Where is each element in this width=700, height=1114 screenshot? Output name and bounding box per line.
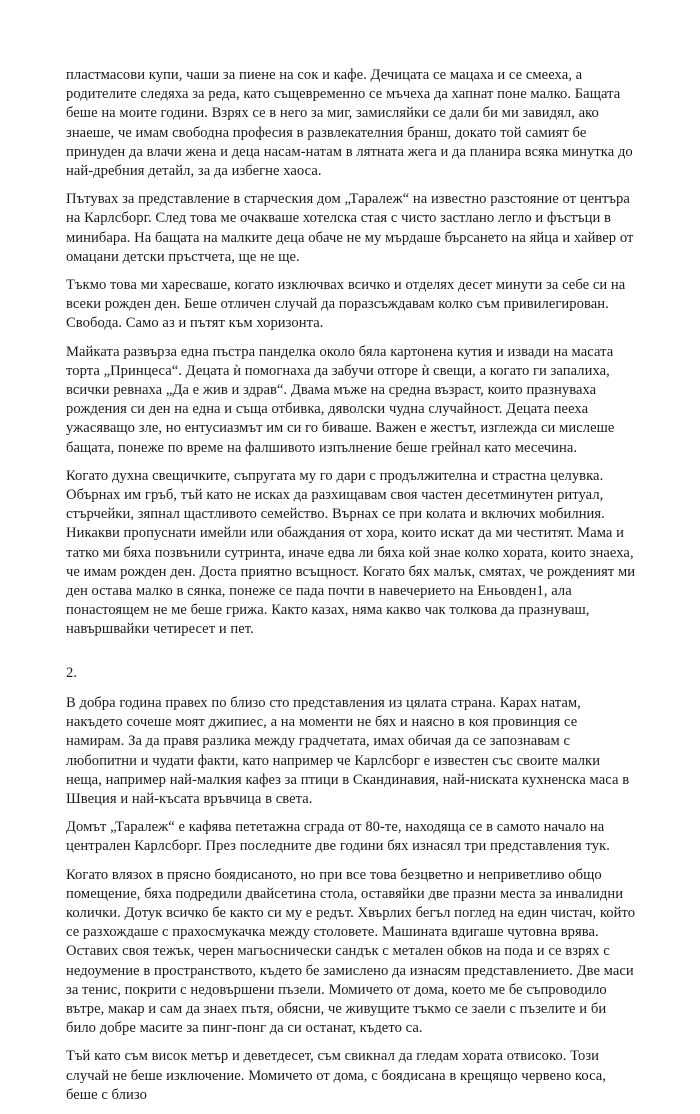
paragraph: Домът „Таралеж“ е кафява пететажна сграда от 80-те, находяща се в самото начало на централен Карлсборг. През последните две години бях изнасял три представления тук.	[66, 819, 610, 855]
paragraph: пластмасови купи, чаши за пиене на сок и кафе. Дечицата се мацаха и се смееха, а родителите следяха за реда, като същевременно се мъчеха да хапнат поне малко. Бащата беше на моите години. Взрях се в него за миг, замисляйки се дали би ми завидял, ако знаеше, че имам свободна професия в развлекателния бранш, докато той самият бе принуден да влачи жена и деца насам-натам в лятната жега и да планира всяка минутка до най-дребния детайл, за да избегне хаоса.	[66, 67, 633, 180]
paragraph: Когато духна свещичките, съпругата му го дари с продължителна и страстна целувка. Обърнах им гръб, тъй като не исках да разхищавам своя частен десетминутен ритуал, стърчейки, зяпнал щастливото семейство. Върнах се при колата и включих мобилния. Никакви пропуснати имейли или обаждания от хора, които искат да ми честитят. Мама и татко ми бяха позвънили сутринта, иначе едва ли бяха кой знае колко хората, които знаеха, че имам рожден ден. Доста приятно всъщност. Когато бях малък, смятах, че рожденият ми ден остава малко в сянка, понеже се пада почти в навечерието на Еньовден1, ала понастоящем не ме беше грижа. Както казах, няма какво чак толкова да празнуваш, навършвайки четиресет и пет.	[66, 467, 636, 638]
paragraph: Тъй като съм висок метър и деветдесет, съм свикнал да гледам хората отвисоко. Този случай не беше изключение. Момичето от дома, с боядисана в крещящо червено коса, беше с близо	[66, 1048, 607, 1103]
section-number: 2.	[66, 664, 77, 681]
paragraph: Майката развърза една пъстра панделка около бяла картонена кутия и извади на масата торта „Принцеса“. Децата ѝ помогнаха да забучи отгоре ѝ свещи, а когато ги запалиха, всички ревнаха „Да е жив и здрав“. Двама мъже на средна възраст, които празнуваха рождения си ден на една и съща отбивка, дяволски чудна случайност. Децата пееха ужасяващо зле, но ентусиазмът им си го биваше. Важен е жестът, изглежда си мислеше бащата, понеже по време на фалшивото изпълнение беше грейнал като месечина.	[66, 343, 615, 456]
paragraph: Когато влязох в прясно боядисаното, но при все това безцветно и неприветливо общо помещение, бяха подредили двайсетина стола, оставяйки две празни места за инвалидни колички. Дотук всичко бе както си му е редът. Хвърлих бегъл поглед на един чистач, който се разхождаше с прахосмукачка между столовете. Машината вдигаше чутовна врява. Оставих своя тежък, черен магьоснически сандък с метален обков на пода и се взрях с недоумение в пространството, където бе замислено да изнасям представлението. Две маси за тенис, покрити с недовършени пъзели. Момичето от дома, което ме бе съпроводило вътре, макар и сам да знаех пътя, обясни, че живущите тъкмо се заели с пъзелите и би било добре масите за пинг-понг да си останат, където са.	[66, 866, 636, 1037]
document-body	[66, 66, 636, 1114]
paragraph: Пътувах за представление в старческия дом „Таралеж“ на известно разстояние от центъра на Карлсборг. След това ме очакваше хотелска стая с чисто застлано легло и фъстъци в минибара. На бащата на малките деца обаче не му мърдаше бърсането на яйца и хайвер от омацани детски пръстчета, ще не ще.	[66, 191, 634, 265]
paragraph: В добра година правех по близо сто представления из цялата страна. Карах натам, накъдето сочеше моят джипиес, а на моменти не бях и наясно в коя провинция се намирам. За да правя разлика между градчетата, имах обичая да се запознавам с любопитни и чудати факти, като например че Карлсборг е известен със своите малки неща, например най-малкия кафез за птици в Скандинавия, най-ниската кухненска маса в Швеция и най-късата връвчица в света.	[66, 694, 630, 807]
paragraph: Тъкмо това ми харесваше, когато изключвах всичко и отделях десет минути за себе си на всеки рожден ден. Беше отличен случай да поразсъждавам колко съм привилегирован. Свобода. Само аз и пътят към хоризонта.	[66, 277, 626, 332]
